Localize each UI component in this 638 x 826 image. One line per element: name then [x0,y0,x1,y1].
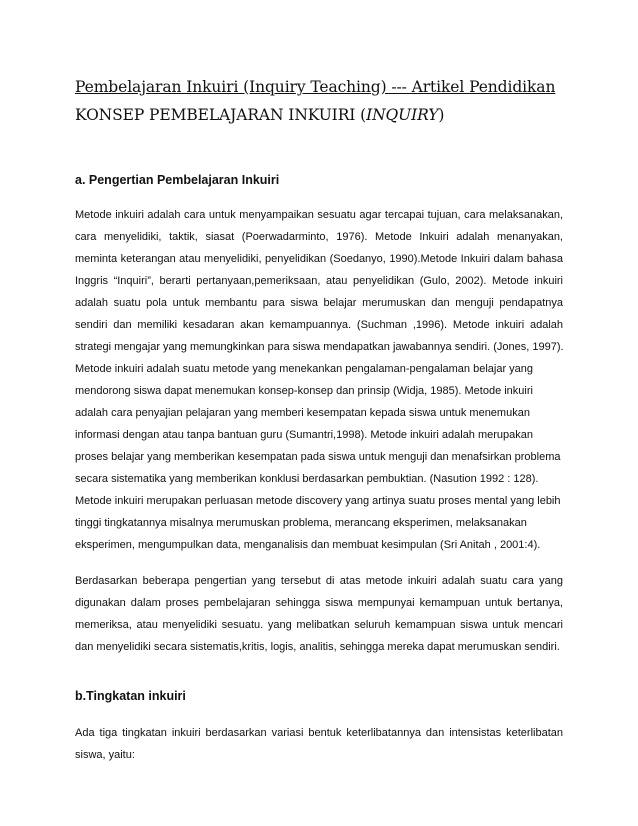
paragraph-line: cara menyelidiki, taktik, siasat (Poerwadarminto, 1976). Metode Inkuiri adalah menanyakan, [75,231,563,243]
subtitle-main: KONSEP PEMBELAJARAN INKUIRI ( [75,106,367,124]
paragraph-line: mendorong siswa dapat menemukan konsep-konsep dan prinsip (Widja, 1985). Metode inkuiri [75,385,533,397]
paragraph-line: Berdasarkan beberapa pengertian yang tersebut di atas metode inkuiri adalah suatu cara yang [75,575,563,587]
paragraph-line: digunakan dalam proses pembelajaran sehingga siswa mempunyai kemampuan untuk bertanya, [75,597,563,609]
paragraph-line: meminta keterangan atau menyelidiki, penyelidikan (Soedanyo, 1990).Metode Inkuiri dalam bahasa [75,253,563,265]
paragraph-line: Inggris “Inquiri”, berarti pertanyaan,pemeriksaan, atau penyelidikan (Gulo, 2002). Metode inkuiri [75,275,563,287]
paragraph-line: secara sistematika yang memberikan konklusi berdasarkan pembuktian. (Nasution 1992 : 128). [75,473,539,485]
paragraph-line: informasi dengan atau tanpa bantuan guru (Sumantri,1998). Metode inkuiri adalah merupakan [75,429,534,441]
paragraph-line: Ada tiga tingkatan inkuiri berdasarkan variasi bentuk keterlibatannya dan intensistas keterlibatan [75,727,563,739]
paragraph-line: Metode inkuiri adalah suatu metode yang menekankan pengalaman-pengalaman belajar yang [75,363,534,375]
paragraph-line: eksperimen, mengumpulkan data, menganalisis dan membuat kesimpulan (Sri Anitah , 2001:4). [75,539,541,551]
paragraph-line: dan menyelidiki secara sistematis,kritis, logis, analitis, sehingga mereka dapat merumuskan sendiri. [75,641,560,653]
article-subtitle [75,106,444,124]
paragraph-line: strategi mengajar yang memungkinkan para siswa mendapatkan jawabannya sendiri. (Jones, 1997). [75,341,564,353]
subtitle-italic: INQUIRY [366,106,439,124]
paragraph-line: Metode inkuiri merupakan perluasan metode discovery yang artinya suatu proses mental yang lebih [75,495,561,507]
paragraph-line: siswa, yaitu: [75,749,135,761]
paragraph-line: adalah suatu pola untuk membantu para siswa belajar merumuskan dan menguji pendapatnya [75,297,563,309]
paragraph-line: proses belajar yang memberikan kesempatan pada siswa untuk menguji dan menafsirkan problema [75,451,561,463]
paragraph-line: sendiri dan memiliki kesadaran akan kemampuannya. (Suchman ,1996). Metode inkuiri adalah [75,319,563,331]
article-title: Pembelajaran Inkuiri (Inquiry Teaching) --- Artikel Pendidikan [75,78,556,96]
paragraph-line: memeriksa, atau menyelidiki sesuatu. yang melibatkan seluruh kemampuan siswa untuk mencari [75,619,563,631]
section-b-heading: b.Tingkatan inkuiri [75,689,186,703]
paragraph-line: Metode inkuiri adalah cara untuk menyampaikan sesuatu agar tercapai tujuan, cara melaksanakan, [75,209,563,221]
subtitle-end: ) [438,106,445,124]
section-a-heading: a. Pengertian Pembelajaran Inkuiri [75,173,280,187]
paragraph-line: adalah cara penyajian pelajaran yang memberi kesempatan kepada siswa untuk menemukan [75,407,530,419]
paragraph-line: tinggi tingkatannya misalnya merumuskan problema, merancang eksperimen, melaksanakan [75,517,527,529]
